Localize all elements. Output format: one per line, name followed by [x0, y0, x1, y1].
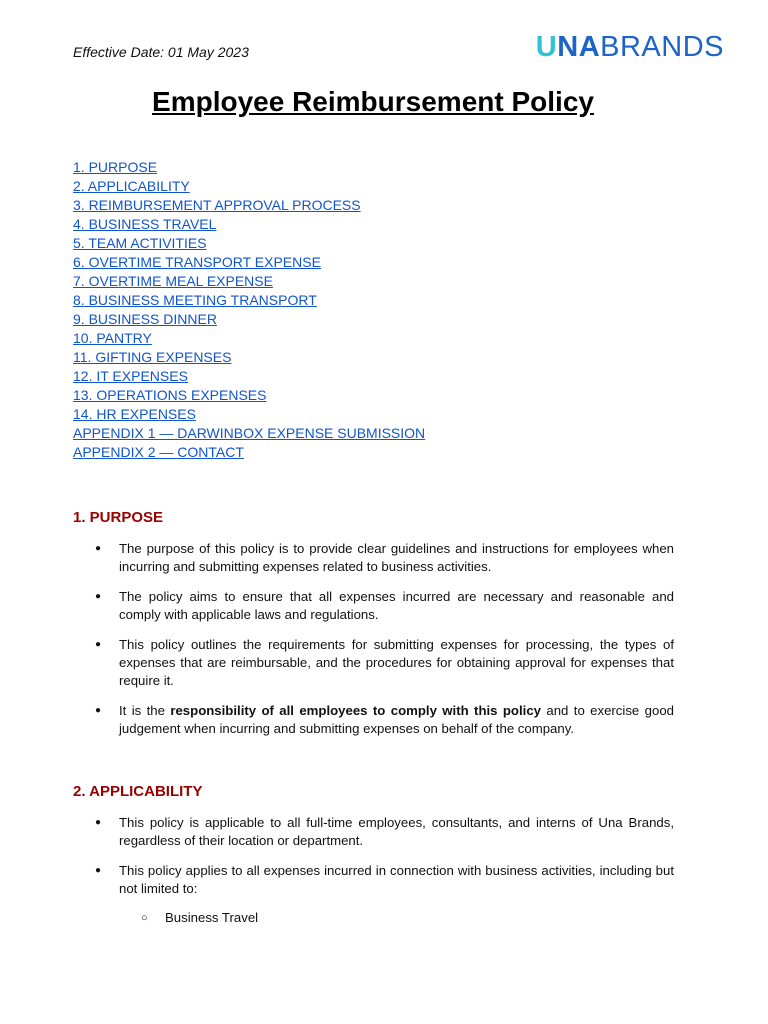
toc-link-gifting[interactable]: 11. GIFTING EXPENSES	[73, 349, 232, 365]
toc-link-meeting-transport[interactable]: 8. BUSINESS MEETING TRANSPORT	[73, 292, 317, 308]
page-title: Employee Reimbursement Policy	[152, 86, 594, 117]
section-heading-purpose: 1. PURPOSE	[73, 509, 164, 526]
list-item: ● This policy is applicable to all full-time employees, consultants, and interns of Una Brands, regardless of their location or department.	[73, 814, 674, 850]
effective-date: Effective Date: 01 May 2023	[73, 44, 249, 60]
list-item: ● This policy applies to all expenses incurred in connection with business activities, including but not limited to:	[73, 862, 674, 898]
toc-link-appendix-2[interactable]: APPENDIX 2 — CONTACT	[73, 444, 244, 460]
toc-link-appendix-1[interactable]: APPENDIX 1 — DARWINBOX EXPENSE SUBMISSION	[73, 425, 426, 441]
toc-link-pantry[interactable]: 10. PANTRY	[73, 330, 152, 346]
section-heading-applicability: 2. APPLICABILITY	[73, 783, 203, 800]
toc-link-overtime-meal[interactable]: 7. OVERTIME MEAL EXPENSE	[73, 273, 273, 289]
purpose-bullets	[73, 540, 674, 750]
list-item: ● The purpose of this policy is to provide clear guidelines and instructions for employees when incurring and submitting expenses related to business activities.	[73, 540, 674, 576]
toc-link-operations[interactable]: 13. OPERATIONS EXPENSES	[73, 387, 267, 403]
header	[73, 30, 724, 66]
table-of-contents	[73, 158, 425, 462]
toc-link-business-dinner[interactable]: 9. BUSINESS DINNER	[73, 311, 217, 327]
unabrands-logo: UNABRANDS	[535, 31, 724, 63]
toc-link-overtime-transport[interactable]: 6. OVERTIME TRANSPORT EXPENSE	[73, 254, 321, 270]
toc-link-hr-expenses[interactable]: 14. HR EXPENSES	[73, 406, 196, 422]
toc-link-purpose[interactable]: 1. PURPOSE	[73, 159, 158, 175]
toc-link-business-travel[interactable]: 4. BUSINESS TRAVEL	[73, 216, 217, 232]
applicability-bullets	[73, 814, 674, 910]
list-item: ● It is the responsibility of all employees to comply with this policy and to exercise good judgement when incurring and submitting expenses on behalf of the company.	[73, 702, 674, 738]
list-item: ● The policy aims to ensure that all expenses incurred are necessary and reasonable and comply with applicable laws and regulations.	[73, 588, 674, 624]
list-item: ● This policy outlines the requirements for submitting expenses for processing, the types of expenses that are reimbursable, and the procedures for obtaining approval for expenses that require it.	[73, 636, 674, 690]
bold-emphasis: responsibility of all employees to comply with this policy	[170, 703, 541, 718]
toc-link-team-activities[interactable]: 5. TEAM ACTIVITIES	[73, 235, 207, 251]
applicability-sub-list	[73, 909, 258, 927]
toc-link-approval-process[interactable]: 3. REIMBURSEMENT APPROVAL PROCESS	[73, 197, 361, 213]
toc-link-applicability[interactable]: 2. APPLICABILITY	[73, 178, 190, 194]
sub-list-item: ○ Business Travel	[73, 909, 258, 927]
toc-link-it-expenses[interactable]: 12. IT EXPENSES	[73, 368, 188, 384]
